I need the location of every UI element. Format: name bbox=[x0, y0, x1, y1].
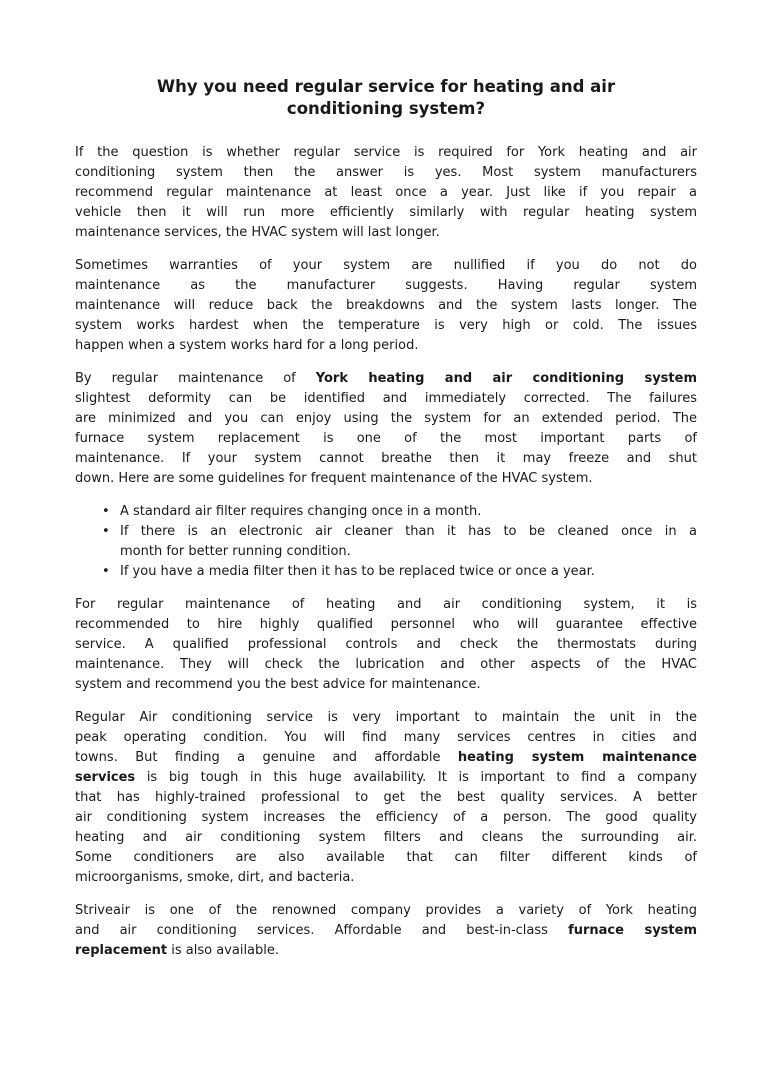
text-line bbox=[75, 675, 697, 695]
text-line bbox=[75, 708, 697, 728]
text-line bbox=[75, 336, 697, 356]
paragraph bbox=[75, 901, 697, 961]
bullet-icon: • bbox=[102, 564, 110, 579]
text-segment: maintenance. They will check the lubrication and other aspects of the HVAC bbox=[75, 657, 697, 672]
text-line bbox=[75, 901, 697, 921]
text-segment: maintenance services, the HVAC system will last longer. bbox=[75, 225, 440, 240]
text-segment: is big tough in this huge availability. It is important to find a company bbox=[135, 770, 697, 785]
text-segment: For regular maintenance of heating and air conditioning system, it is bbox=[75, 597, 697, 612]
text-segment: down. Here are some guidelines for frequent maintenance of the HVAC system. bbox=[75, 471, 593, 486]
text-line bbox=[75, 848, 697, 868]
text-line bbox=[75, 163, 697, 183]
text-segment: system works hardest when the temperature is very high or cold. The issues bbox=[75, 318, 697, 333]
bold-keyword: York heating and air conditioning system bbox=[315, 371, 697, 386]
text-line bbox=[75, 595, 697, 615]
bullet-icon: • bbox=[102, 524, 110, 539]
text-line bbox=[75, 868, 697, 888]
text-line bbox=[75, 768, 697, 788]
text-line bbox=[75, 655, 697, 675]
text-line bbox=[75, 223, 697, 243]
title-line: conditioning system? bbox=[286, 99, 486, 118]
text-segment: maintenance will reduce back the breakdowns and the system lasts longer. The bbox=[75, 298, 697, 313]
bold-keyword: heating system maintenance bbox=[457, 750, 697, 765]
text-segment: maintenance as the manufacturer suggests. Having regular system bbox=[75, 278, 697, 293]
text-line bbox=[75, 203, 697, 223]
text-line: A standard air filter requires changing once in a month. bbox=[120, 504, 482, 519]
document-body bbox=[75, 143, 697, 974]
text-segment: service. A qualified professional controls and check the thermostats during bbox=[75, 637, 697, 652]
text-line bbox=[75, 429, 697, 449]
text-line: If you have a media filter then it has to be replaced twice or once a year. bbox=[120, 564, 595, 579]
text-segment: Striveair is one of the renowned company provides a variety of York heating bbox=[75, 903, 697, 918]
text-line bbox=[75, 296, 697, 316]
paragraph bbox=[75, 143, 697, 243]
text-line bbox=[75, 276, 697, 296]
text-segment: peak operating condition. You will find many services centres in cities and bbox=[75, 730, 697, 745]
text-segment: vehicle then it will run more efficiently similarly with regular heating system bbox=[75, 205, 697, 220]
text-segment: happen when a system works hard for a long period. bbox=[75, 338, 419, 353]
text-line bbox=[75, 788, 697, 808]
text-segment: is also available. bbox=[167, 943, 280, 958]
text-segment: and air conditioning services. Affordable and best-in-class bbox=[75, 923, 569, 938]
text-line bbox=[75, 635, 697, 655]
text-segment: slightest deformity can be identified and immediately corrected. The failures bbox=[75, 391, 697, 406]
text-line bbox=[75, 615, 697, 635]
text-line bbox=[75, 941, 697, 961]
paragraph bbox=[75, 595, 697, 695]
text-line bbox=[75, 316, 697, 336]
text-segment: towns. But finding a genuine and affordable bbox=[75, 750, 458, 765]
bullet-icon: • bbox=[102, 504, 110, 519]
text-line bbox=[75, 728, 697, 748]
text-segment: Regular Air conditioning service is very important to maintain the unit in the bbox=[75, 710, 697, 725]
paragraph bbox=[75, 708, 697, 888]
text-segment: air conditioning system increases the efficiency of a person. The good quality bbox=[75, 810, 697, 825]
bold-keyword: furnace system bbox=[568, 923, 697, 938]
text-line bbox=[75, 828, 697, 848]
paragraph bbox=[75, 369, 697, 489]
text-line: If there is an electronic air cleaner than it has to be cleaned once in a bbox=[120, 524, 697, 539]
text-segment: that has highly-trained professional to get the best quality services. A better bbox=[75, 790, 697, 805]
list-item bbox=[75, 562, 697, 582]
paragraph bbox=[75, 256, 697, 356]
text-segment: By regular maintenance of bbox=[75, 371, 316, 386]
text-segment: furnace system replacement is one of the most important parts of bbox=[75, 431, 697, 446]
text-segment: recommended to hire highly qualified personnel who will guarantee effective bbox=[75, 617, 697, 632]
list-item bbox=[75, 522, 697, 562]
text-segment: heating and air conditioning system filters and cleans the surrounding air. bbox=[75, 830, 697, 845]
text-line bbox=[75, 469, 697, 489]
text-segment: Sometimes warranties of your system are nullified if you do not do bbox=[75, 258, 697, 273]
bullet-list bbox=[75, 502, 697, 582]
text-line bbox=[75, 409, 697, 429]
list-item bbox=[75, 502, 697, 522]
text-line bbox=[75, 143, 697, 163]
document-title bbox=[75, 76, 697, 120]
bold-keyword: services bbox=[75, 770, 136, 785]
text-segment: maintenance. If your system cannot breathe then it may freeze and shut bbox=[75, 451, 697, 466]
text-segment: are minimized and you can enjoy using the system for an extended period. The bbox=[75, 411, 697, 426]
text-segment: system and recommend you the best advice for maintenance. bbox=[75, 677, 481, 692]
text-line bbox=[75, 449, 697, 469]
text-segment: microorganisms, smoke, dirt, and bacteria. bbox=[75, 870, 355, 885]
text-line bbox=[75, 808, 697, 828]
text-segment: If the question is whether regular service is required for York heating and air bbox=[75, 145, 697, 160]
title-line: Why you need regular service for heating and air bbox=[156, 77, 616, 96]
text-line bbox=[75, 183, 697, 203]
text-line bbox=[75, 369, 697, 389]
text-line bbox=[75, 748, 697, 768]
text-line bbox=[75, 256, 697, 276]
text-line bbox=[75, 921, 697, 941]
text-segment: conditioning system then the answer is yes. Most system manufacturers bbox=[75, 165, 697, 180]
text-line: month for better running condition. bbox=[120, 544, 351, 559]
text-segment: Some conditioners are also available that can filter different kinds of bbox=[75, 850, 697, 865]
text-segment: recommend regular maintenance at least once a year. Just like if you repair a bbox=[75, 185, 697, 200]
text-line bbox=[75, 389, 697, 409]
bold-keyword: replacement bbox=[75, 943, 168, 958]
